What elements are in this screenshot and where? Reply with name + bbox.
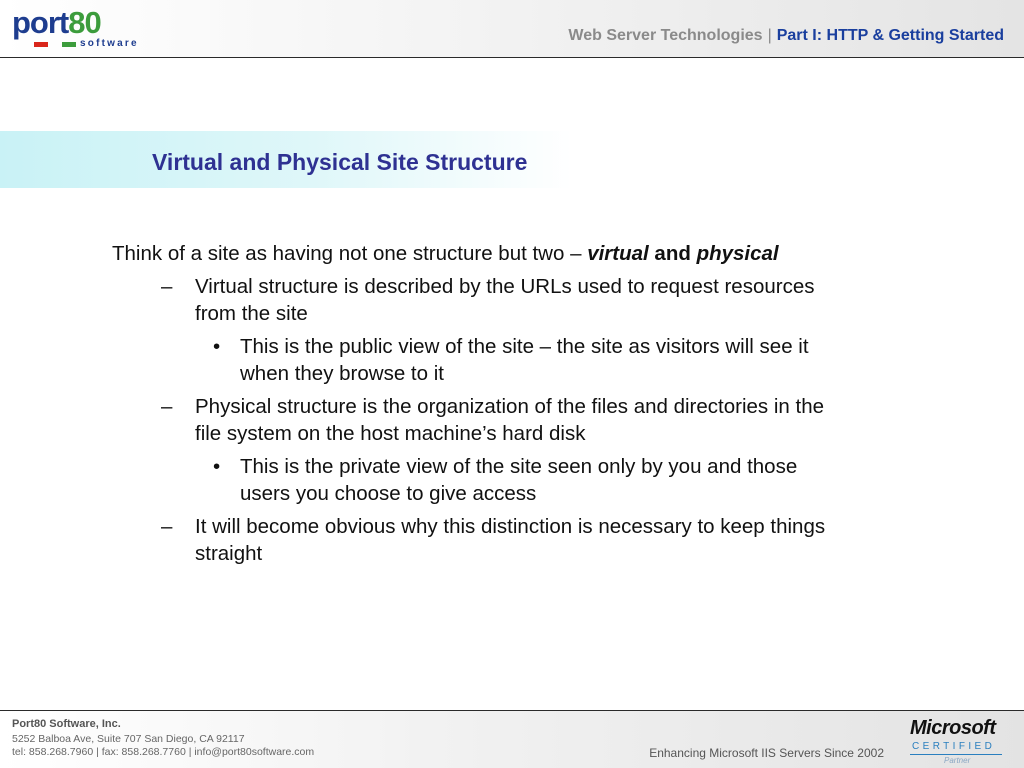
slide-footer [0, 710, 1024, 768]
bullet-marker: • [213, 335, 221, 358]
list-item-line: users you choose to give access [240, 482, 537, 505]
footer-tagline: Enhancing Microsoft IIS Servers Since 2002 [649, 746, 884, 760]
list-item-line: from the site [195, 302, 308, 325]
list-item-line: This is the public view of the site – the site as visitors will see it [240, 335, 809, 358]
section-title: Part I: HTTP & Getting Started [776, 27, 1004, 44]
logo-wordmark: port80 [12, 5, 101, 40]
bullet-marker: • [213, 455, 221, 478]
port80-logo [12, 5, 139, 50]
list-item-line: Virtual structure is described by the URLs used to request resources [195, 275, 815, 298]
logo-red-bar [34, 42, 48, 47]
logo-subtext: software [80, 38, 139, 49]
badge-certified: CERTIFIED [912, 741, 996, 752]
header-separator: | [767, 27, 772, 44]
emphasis-physical: physical [696, 242, 779, 265]
microsoft-certified-badge [910, 717, 1006, 765]
dash-marker: – [161, 515, 173, 538]
badge-divider [910, 754, 1002, 755]
list-item-line: when they browse to it [240, 362, 444, 385]
footer-company: Port80 Software, Inc. [12, 718, 121, 730]
list-item-line: straight [195, 542, 263, 565]
intro-line: Think of a site as having not one structure but two – virtual and physical [112, 242, 779, 265]
dash-marker: – [161, 275, 173, 298]
header-title [568, 27, 1004, 45]
list-item-line: It will become obvious why this distinction is necessary to keep things [195, 515, 826, 538]
list-item-line: Physical structure is the organization of the files and directories in the [195, 395, 824, 418]
slide-header [0, 0, 1024, 58]
emphasis-and: and [648, 242, 697, 265]
emphasis-virtual: virtual [587, 242, 649, 265]
logo-green-bar [62, 42, 76, 47]
list-item-line: file system on the host machine’s hard disk [195, 422, 586, 445]
list-item-line: This is the private view of the site seen only by you and those [240, 455, 798, 478]
footer-address: 5252 Balboa Ave, Suite 707 San Diego, CA 92117 [12, 733, 245, 745]
dash-marker: – [161, 395, 173, 418]
badge-name: Microsoft [910, 717, 996, 739]
badge-partner: Partner [944, 756, 971, 765]
footer-contact: tel: 858.268.7960 | fax: 858.268.7760 | info@port80software.com [12, 746, 315, 758]
course-title: Web Server Technologies [568, 27, 763, 44]
slide-title: Virtual and Physical Site Structure [152, 149, 528, 175]
